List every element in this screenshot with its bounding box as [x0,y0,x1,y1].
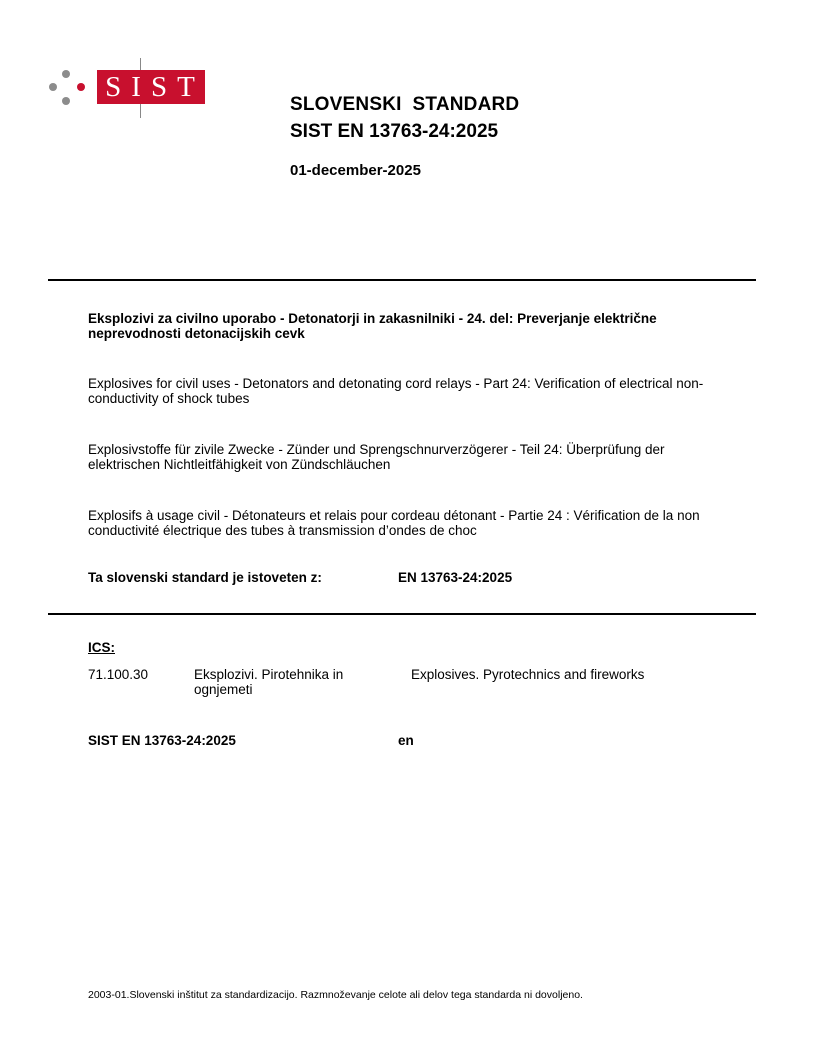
logo-dot-icon [62,97,70,105]
copyright-footer: 2003-01.Slovenski inštitut za standardizacijo. Razmnoževanje celote ali delov tega standarda ni dovoljeno. [88,989,583,1001]
logo-dot-icon [77,83,85,91]
divider-bottom [48,613,756,615]
ics-description-sl: Eksplozivi. Pirotehnika in ognjemeti [194,667,344,697]
language-code: en [398,733,414,748]
standard-type: SLOVENSKI STANDARD [290,94,520,115]
ics-label: ICS: [88,640,115,655]
title-slovenian: Eksplozivi za civilno uporabo - Detonatorji in zakasnilniki - 24. del: Preverjanje električne neprevodnosti detonacijskih cevk [88,311,657,341]
standard-code: SIST EN 13763-24:2025 [290,121,499,142]
title-english: Explosives for civil uses - Detonators and detonating cord relays - Part 24: Verification of electrical non-conductivity of shock tubes [88,376,704,406]
title-french: Explosifs à usage civil - Détonateurs et relais pour cordeau détonant - Partie 24 : Vérification de la non conductivité électrique des tubes à transmission d’ondes de choc [88,508,700,538]
divider-top [48,279,756,281]
ics-code: 71.100.30 [88,667,149,682]
ics-description-en: Explosives. Pyrotechnics and fireworks [411,667,645,682]
identical-label: Ta slovenski standard je istoveten z: [88,570,322,585]
publication-date: 01-december-2025 [290,162,421,179]
title-german: Explosivstoffe für zivile Zwecke - Zünder und Sprengschnurverzögerer - Teil 24: Überprüfung der elektrischen Nichtleitfähigkeit von Zündschläuchen [88,442,665,472]
bottom-standard-code: SIST EN 13763-24:2025 [88,733,236,748]
identical-value: EN 13763-24:2025 [398,570,513,585]
logo-wordmark: SIST [97,70,205,104]
logo-dot-icon [49,83,57,91]
logo-dot-icon [62,70,70,78]
